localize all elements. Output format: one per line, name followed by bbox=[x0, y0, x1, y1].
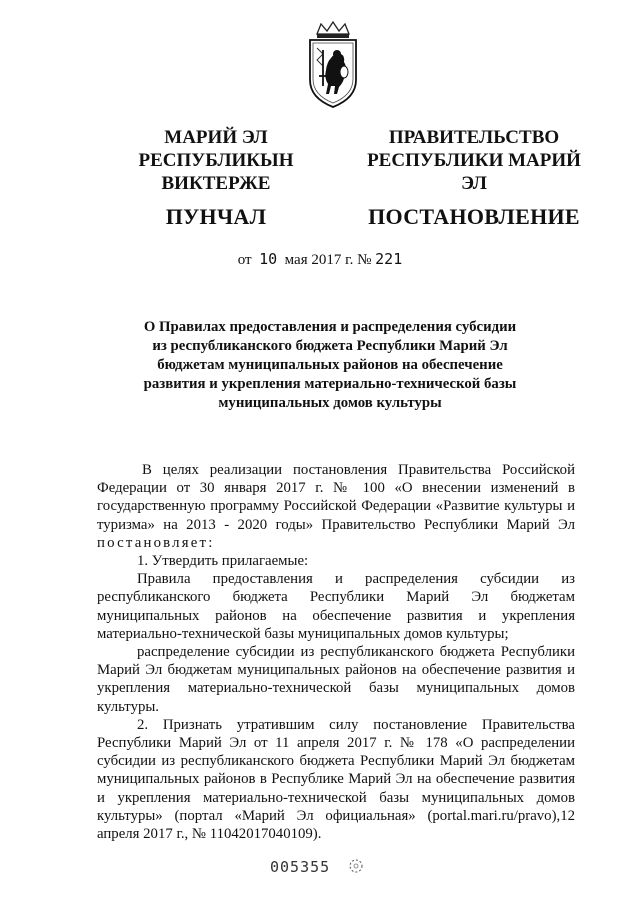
date-prefix: от bbox=[237, 252, 252, 268]
title-line: О Правилах предоставления и распределения субсидии bbox=[143, 319, 517, 335]
item-1-rules: Правила предоставления и распределения субсидии из республиканского бюджета Республики Марий Эл бюджетам муниципальных районов на обеспечение развития и укрепления материально-технической базы муниципальных домов культуры; bbox=[97, 571, 575, 642]
title-line: бюджетам муниципальных районов на обеспечение bbox=[157, 357, 503, 373]
header-mari-line2: ВИКТЕРЖЕ bbox=[161, 173, 271, 194]
document-title bbox=[120, 318, 540, 413]
header-russian-line1: ПРАВИТЕЛЬСТВО bbox=[388, 127, 560, 148]
item-2: 2. Признать утратившим силу постановление Правительства Республики Марий Эл от 11 апреля 2017 г. № 178 «О распределении субсидии из республиканского бюджета Республики Марий Эл бюджетам муниципальных районов в Республике Марий Эл на обеспечение развития и укрепления материально-технической базы муниципальных домов культуры» (портал «Марий Эл официальная» (portal.mari.ru/pravo),12 апреля 2017 г., № 11042017040109). bbox=[97, 716, 575, 843]
stamp-mark-icon bbox=[345, 857, 367, 875]
document-number: 221 bbox=[375, 250, 403, 268]
document-body bbox=[97, 461, 575, 843]
header-russian-line2: РЕСПУБЛИКИ МАРИЙ ЭЛ bbox=[367, 150, 581, 194]
date-month-year: мая 2017 г. № bbox=[284, 252, 372, 268]
item-1: 1. Утвердить прилагаемые: bbox=[137, 553, 309, 570]
preamble-text: В целях реализации постановления Правительства Российской Федерации от 30 января 2017 г. № 100 «О внесении изменений в государственную программу Российской Федерации «Развитие культуры и туризма» на 2013 - 2020 годы» Правительство Республики Марий Эл bbox=[97, 462, 575, 533]
header-mari-line1: МАРИЙ ЭЛ РЕСПУБЛИКЫН bbox=[138, 127, 294, 171]
item-1-distribution: распределение субсидии из республиканского бюджета Республики Марий Эл бюджетам муниципальных районов на обеспечение развития и укрепления материально-технической базы муниципальных домов культуры. bbox=[97, 644, 575, 715]
header-mari-doc-type: ПУНЧАЛ bbox=[165, 204, 267, 229]
title-line: из республиканского бюджета Республики Марий Эл bbox=[152, 338, 508, 354]
header-russian bbox=[352, 126, 596, 230]
decision-keyword: постановляет: bbox=[97, 534, 215, 551]
coat-of-arms-icon bbox=[301, 20, 365, 110]
document-date-line bbox=[0, 250, 640, 269]
serial-number: 005355 bbox=[270, 858, 331, 876]
header-russian-doc-type: ПОСТАНОВЛЕНИЕ bbox=[368, 204, 580, 229]
date-day: 10 bbox=[259, 250, 278, 268]
title-line: муниципальных домов культуры bbox=[218, 395, 442, 411]
preamble-paragraph bbox=[97, 461, 575, 552]
header-mari bbox=[90, 126, 342, 230]
title-line: развития и укрепления материально-технической базы bbox=[143, 376, 517, 392]
